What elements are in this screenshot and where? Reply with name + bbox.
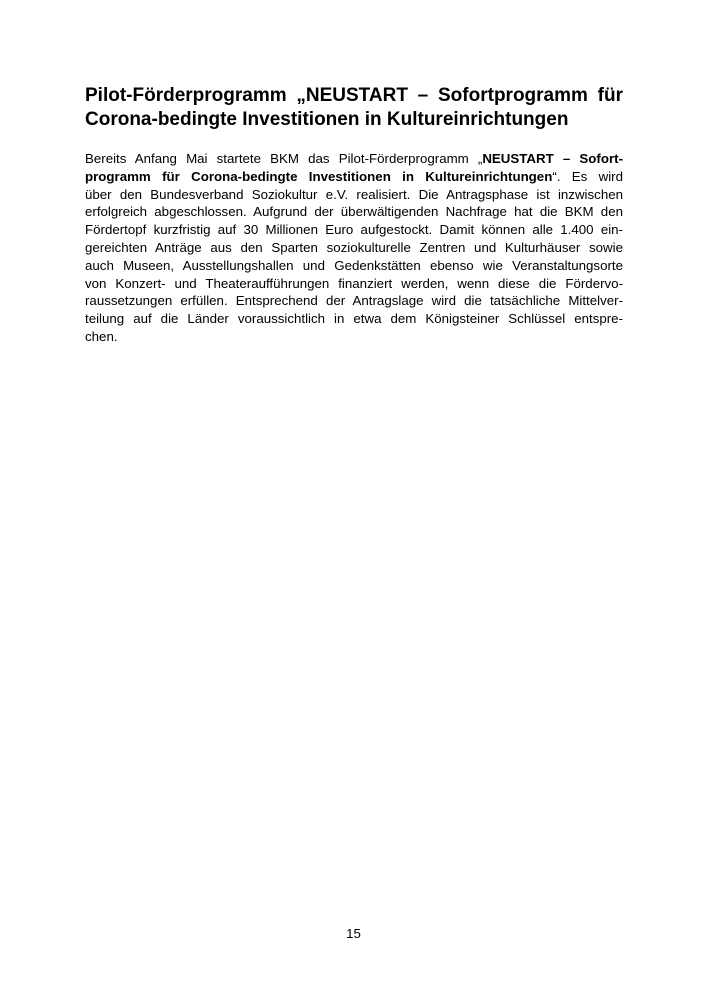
program-name-part-2: programm für Corona-bedingte Investitionen in Kultureinrichtungen: [85, 168, 553, 184]
paragraph-line-5: Fördertopf kurzfristig auf 30 Millionen Euro aufgestockt. Damit können alle 1.400 ein-: [85, 222, 623, 238]
heading-line-2: Corona-bedingte Investitionen in Kultureinrichtungen: [85, 109, 569, 130]
paragraph-line-2: [85, 168, 623, 186]
paragraph-line-4: erfolgreich abgeschlossen. Aufgrund der überwältigenden Nachfrage hat die BKM den: [85, 204, 623, 220]
paragraph-line-8: von Konzert- und Theateraufführungen finanziert werden, wenn diese die Fördervo-: [85, 275, 623, 291]
paragraph-line-10: teilung auf die Länder voraussichtlich in etwa dem Königsteiner Schlüssel entspre-: [85, 311, 623, 327]
section-heading: [85, 84, 623, 132]
paragraph-line-3: über den Bundesverband Soziokultur e.V. realisiert. Die Antragsphase ist inzwischen: [85, 186, 623, 202]
page-number: 15: [346, 926, 361, 941]
program-name-part-1: NEUSTART – Sofort-: [482, 151, 623, 166]
body-paragraph: [85, 150, 623, 346]
paragraph-line-2-text: “. Es wird: [552, 168, 623, 184]
paragraph-line-9: raussetzungen erfüllen. Entsprechend der Antragslage wird die tatsächliche Mittelver-: [85, 293, 623, 309]
paragraph-line-1: [85, 150, 623, 168]
paragraph-line-1-text: Bereits Anfang Mai startete BKM das Pilot-Förderprogramm „: [85, 151, 483, 166]
paragraph-line-11: chen.: [85, 328, 118, 344]
heading-line-1: Pilot-Förderprogramm „NEUSTART – Sofortprogramm für: [85, 85, 623, 106]
paragraph-line-6: gereichten Anträge aus den Sparten soziokulturelle Zentren und Kulturhäuser sowie: [85, 239, 623, 255]
paragraph-line-7: auch Museen, Ausstellungshallen und Gedenkstätten ebenso wie Veranstaltungsorte: [85, 257, 623, 273]
